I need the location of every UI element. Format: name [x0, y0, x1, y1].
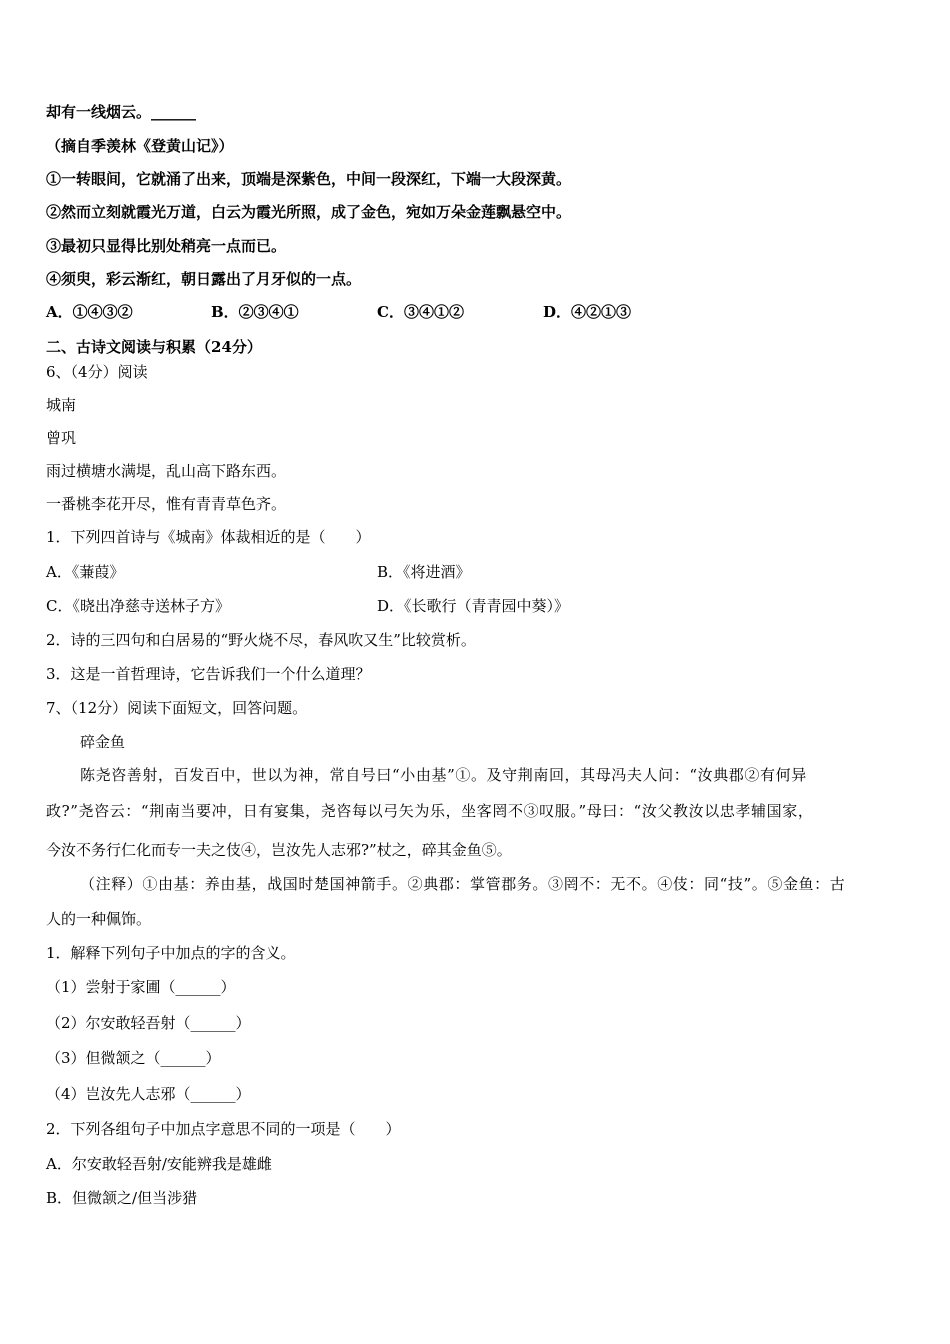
q7-sub1-item-2[interactable]: （2）尔安敢轻吾射（______） — [46, 1014, 251, 1032]
q6-header: 6、（4分）阅读 — [46, 363, 148, 381]
passage-para-2: 政?”尧咨云：“荆南当要冲，日有宴集，尧咨每以弓矢为乐，坐客罔不③叹服。”母曰：“汝父教汝以忠孝辅国家， — [46, 802, 814, 820]
q7-header: 7、（12分）阅读下面短文，回答问题。 — [46, 699, 308, 717]
option-b[interactable]: B．②③④① — [211, 303, 299, 321]
poem-line-2: 一番桃李花开尽，惟有青青草色齐。 — [46, 495, 287, 513]
q6-option-d[interactable]: D．《长歌行（青青园中葵）》 — [377, 597, 570, 615]
passage-title: 碎金鱼 — [80, 733, 126, 751]
q6-sub3: 3．这是一首哲理诗，它告诉我们一个什么道理？ — [46, 665, 371, 683]
q7-sub1-item-1[interactable]: （1）尝射于家圃（______） — [46, 978, 236, 996]
q7-sub1-item-4[interactable]: （4）岂汝先人志邪（______） — [46, 1085, 251, 1103]
q5-options — [46, 302, 926, 322]
q7-sub2: 2．下列各组句子中加点字意思不同的一项是（ ） — [46, 1120, 401, 1138]
q6-option-a[interactable]: A．《蒹葭》 — [46, 563, 125, 581]
passage-notes-1: （注释）①由基：养由基，战国时楚国神箭手。②典郡：掌管郡务。③罔不：无不。④伎：同“技”。⑤金鱼：古 — [80, 875, 846, 893]
q6-option-b[interactable]: B．《将进酒》 — [377, 563, 471, 581]
sentence-1: ①一转眼间，它就涌了出来，顶端是深紫色，中间一段深红，下端一大段深黄。 — [46, 170, 572, 188]
q6-sub1-options-row1 — [46, 562, 926, 582]
option-d[interactable]: D．④②①③ — [543, 303, 632, 321]
passage-source: （摘自季羡林《登黄山记》） — [46, 137, 234, 155]
q6-sub1: 1．下列四首诗与《城南》体裁相近的是（ ） — [46, 528, 371, 546]
passage-notes-2: 人的一种佩饰。 — [46, 910, 152, 928]
sentence-4: ④须臾，彩云渐红，朝日露出了月牙似的一点。 — [46, 270, 362, 288]
q7-sub1-item-3[interactable]: （3）但微颔之（______） — [46, 1049, 221, 1067]
sentence-3: ③最初只显得比别处稍亮一点而已。 — [46, 237, 287, 255]
q7-sub1: 1．解释下列句子中加点的字的含义。 — [46, 944, 296, 962]
option-c[interactable]: C．③④①② — [377, 303, 464, 321]
sentence-2: ②然而立刻就霞光万道，白云为霞光所照，成了金色，宛如万朵金莲飘悬空中。 — [46, 203, 572, 221]
q7-option-b[interactable]: B．但微颔之/但当涉猎 — [46, 1189, 198, 1207]
passage-para-3: 今汝不务行仁化而专一夫之伎④，岂汝先人志邪?”杖之，碎其金鱼⑤。 — [46, 841, 512, 859]
poem-line-1: 雨过横塘水满堤，乱山高下路东西。 — [46, 462, 287, 480]
passage-para-1: 陈尧咨善射，百发百中，世以为神，常自号曰“小由基”①。及守荆南回，其母冯夫人问：“汝典郡②有何异 — [80, 766, 807, 784]
poem-author: 曾巩 — [46, 429, 77, 447]
section-heading: 二、古诗文阅读与积累（24分） — [46, 338, 262, 356]
q6-sub2: 2．诗的三四句和白居易的“野火烧不尽，春风吹又生”比较赏析。 — [46, 631, 476, 649]
poem-title: 城南 — [46, 396, 77, 414]
option-a[interactable]: A．①④③② — [46, 303, 133, 321]
q6-sub1-options-row2 — [46, 596, 926, 616]
passage-line-continuation: 却有一线烟云。______ — [46, 103, 197, 121]
q6-option-c[interactable]: C．《晓出净慈寺送林子方》 — [46, 597, 230, 615]
q7-option-a[interactable]: A．尔安敢轻吾射/安能辨我是雄雌 — [46, 1155, 272, 1173]
